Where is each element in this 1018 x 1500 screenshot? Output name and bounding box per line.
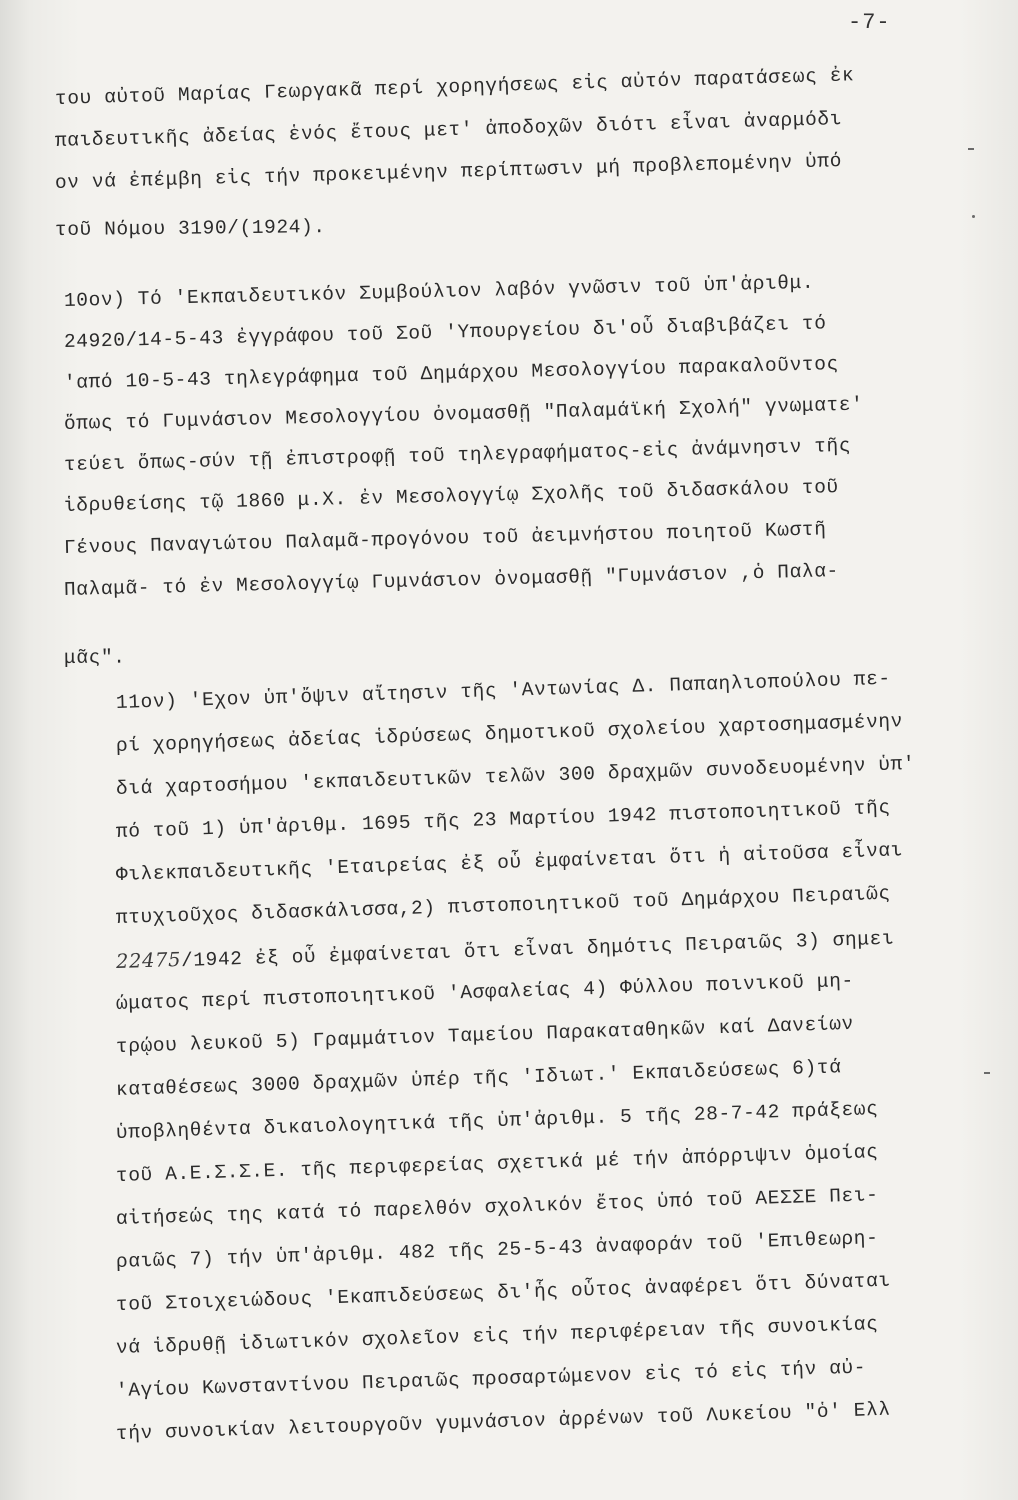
text-line: καταθέσεως 3000 δραχμῶν ὑπέρ τῆς 'Ιδιωτ.' Εκπαιδεύσεως 6)τά — [115, 1056, 842, 1101]
text-line: τήν συνοικίαν λειτουργοῦν γυμνάσιον ἀρρένων τοῦ Λυκείου "ὁ' Ελλ — [115, 1398, 891, 1445]
text-line: αἰτήσεώς της κατά τό παρελθόν σχολικόν ἔτος ὑπό τοῦ ΑΕΣΣΕ Πει- — [115, 1184, 879, 1230]
text-line: ὅπως τό Γυμνάσιον Μεσολογγίου ὀνομασθῇ "Παλαμάϊκή Σχολή" γνωματε' — [63, 393, 864, 435]
text-line: 11ον) 'Εχον ὑπ'ὄψιν αἴτησιν τῆς 'Αντωνίας Δ. Παπαηλιοπούλου πε- — [115, 667, 891, 714]
text-line: ον νά ἐπέμβη εἰς τήν προκειμένην περίπτωσιν μή προβλεπομένην ὑπό — [54, 150, 843, 194]
text-line: τρῴου λευκοῦ 5) Γραμμάτιον Ταμείου Παρακαταθηκῶν καί Δανείων — [115, 1012, 855, 1058]
text-line: /1942 ἐξ οὗ ἐμφαίνεται ὅτι εἶναι δημότις Πειραιῶς 3) σημει — [180, 927, 895, 972]
text-line: Φιλεκπαιδευτικῆς 'Εταιρείας ἐξ οὗ ἐμφαίνεται ὅτι ἡ αἰτοῦσα εἶναι — [115, 839, 904, 886]
text-line: πτυχιοῦχος διδασκάλισσα,2) πιστοποιητικοῦ τοῦ Δημάρχου Πειραιῶς — [115, 882, 891, 929]
text-line: τεύει ὅπως-σύν τῇ ἐπιστροφῇ τοῦ τηλεγραφήματος-εἰς ἀνάμνησιν τῆς — [63, 434, 852, 476]
text-line: 24920/14-5-43 ἐγγράφου τοῦ Σοῦ 'Υπουργείου δι'οὗ διαβιβάζει τό — [63, 312, 827, 353]
text-line: Γένους Παναγιώτου Παλαμᾶ-προγόνου τοῦ ἀειμνήστου ποιητοῦ Κωστῆ — [63, 518, 827, 559]
text-line: τοῦ Στοιχειώδους 'Εκαπιδεύσεως δι'ἧς οὗτος ἀναφέρει ὅτι δύναται — [115, 1269, 891, 1316]
text-line: ώματος περί πιστοποιητικοῦ 'Ασφαλείας 4) Φύλλου ποινικοῦ μη- — [115, 969, 855, 1015]
text-line: ρί χορηγήσεως ἀδείας ἱδρύσεως δημοτικοῦ σχολείου χαρτοσημασμένην — [115, 710, 904, 757]
text-line: τοῦ Α.Ε.Σ.Σ.Ε. τῆς περιφερείας σχετικά μέ τήν ἀπόρριψιν ὁμοίας — [115, 1141, 879, 1187]
text-line: διά χαρτοσήμου 'εκπαιδευτικῶν τελῶν 300 δραχμῶν συνοδευομένην ὑπ' — [115, 752, 916, 800]
text-line: ἱδρυθείσης τῷ 1860 μ.Χ. ἐν Μεσολογγίῳ Σχολῆς τοῦ διδασκάλου τοῦ — [63, 476, 840, 517]
text-line: του αὐτοῦ Μαρίας Γεωργακᾶ περί χορηγήσεως εἰς αὐτόν παρατάσεως ἐκ — [54, 64, 855, 110]
margin-mark — [972, 215, 975, 218]
text-line: τοῦ Νόμου 3190/(1924). — [54, 216, 326, 241]
text-line: ραιῶς 7) τήν ὑπ'ἀριθμ. 482 τῆς 25-5-43 ἀναφοράν τοῦ 'Επιθεωρη- — [115, 1227, 879, 1273]
text-line: πό τοῦ 1) ὑπ'ἀριθμ. 1695 τῆς 23 Μαρτίου 1942 πιστοποιητικοῦ τῆς — [115, 796, 891, 843]
text-line-with-handwriting — [116, 926, 895, 974]
margin-mark — [968, 148, 974, 150]
margin-mark — [984, 1072, 990, 1074]
text-line: Παλαμᾶ- τό ἐν Μεσολογγίῳ Γυμνάσιον ὀνομασθῇ "Γυμνάσιον ,ὁ Παλα- — [63, 560, 840, 601]
page-number: -7- — [848, 10, 891, 35]
text-line: νά ἱδρυθῇ ἰδιωτικόν σχολεῖον εἰς τήν περιφέρειαν τῆς συνοικίας — [115, 1313, 879, 1359]
text-line: 'από 10-5-43 τηλεγράφημα τοῦ Δημάρχου Μεσολογγίου παρακαλοῦντος — [63, 353, 840, 394]
text-line: παιδευτικῆς ἀδείας ἑνός ἔτους μετ' ἀποδοχῶν διότι εἶναι ἀναρμόδι — [54, 108, 843, 152]
text-line: 'Αγίου Κωνσταντίνου Πειραιῶς προσαρτώμενον εἰς τό εἰς τήν αὐ- — [115, 1356, 867, 1402]
handwritten-number: 22475 — [115, 947, 182, 973]
text-line: μᾶς". — [63, 646, 126, 669]
text-line: 10ον) Τό 'Εκπαιδευτικόν Συμβούλιον λαβόν γνῶσιν τοῦ ὑπ'ἀριθμ. — [63, 271, 815, 312]
text-line: ὑποβληθέντα δικαιολογητικά τῆς ὑπ'ἀριθμ. 5 τῆς 28-7-42 πράξεως — [115, 1098, 879, 1144]
